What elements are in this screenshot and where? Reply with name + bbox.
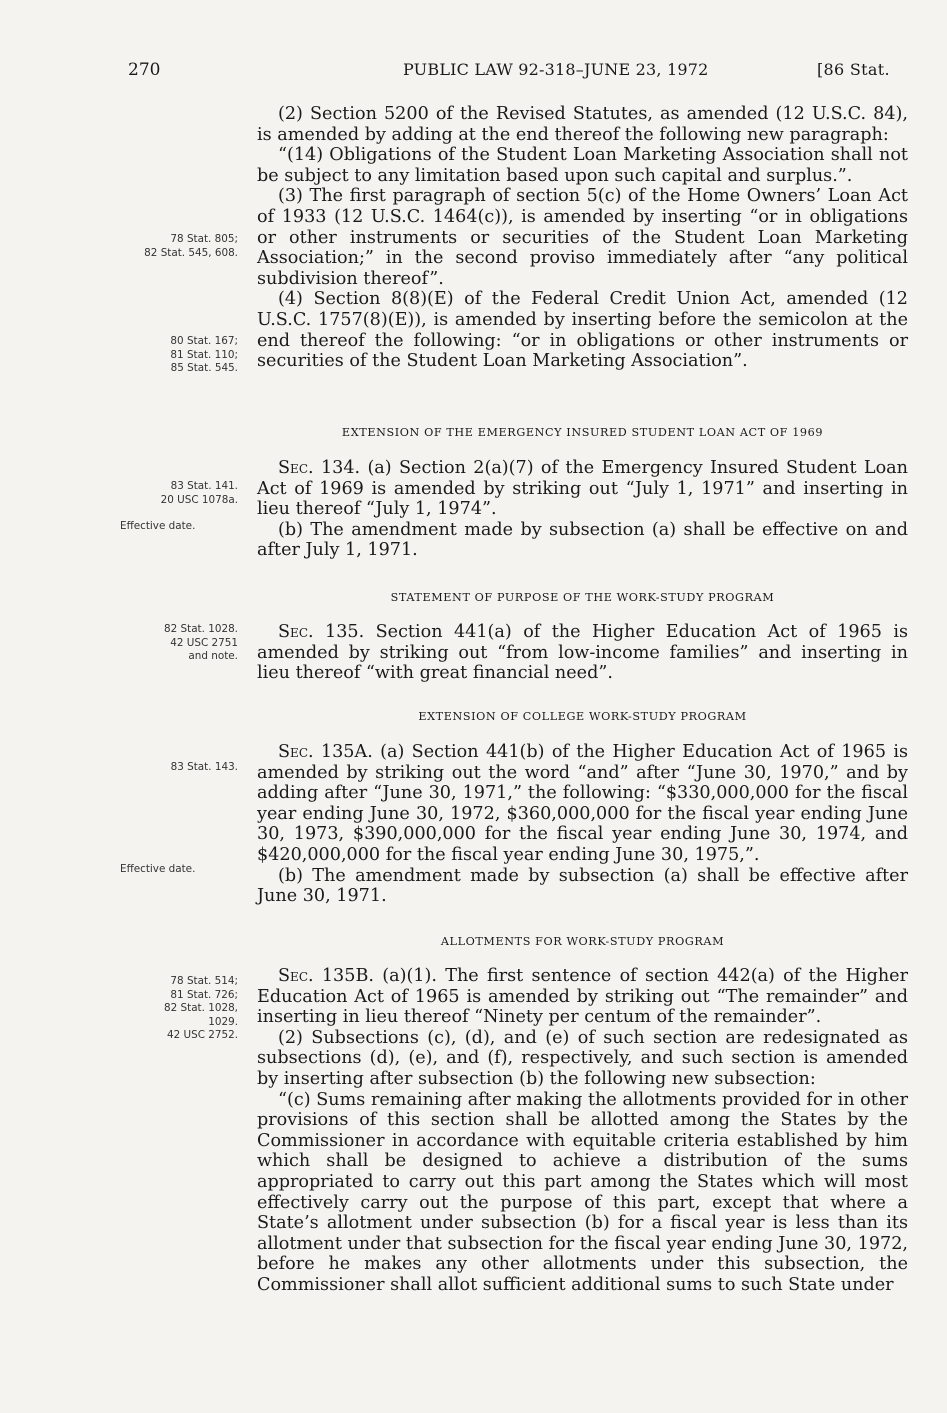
stat-reference: [86 Stat. bbox=[817, 60, 890, 79]
section-label: Sec. bbox=[278, 622, 314, 642]
margin-note-5: 83 Stat. 143. bbox=[170, 761, 238, 773]
paragraph: “(c) Sums remaining after making the allotments provided for in other provisions of this section shall be allotted among the States by the Commissioner in accordance with equitable criteria established by him which shall be designed to achieve a distribution of the sums appropriated to carry out this part among the States which will most effectively carry out the purpose of this part, except that where a State’s allotment under subsection (b) for a fiscal year is less than its allotment under that subsection for the fiscal year ending June 30, 1972, before he makes any other allotments under this subsection, the Commissioner shall allot sufficient additional sums to such State under bbox=[257, 1089, 908, 1295]
paragraph: (b) The amendment made by subsection (a) shall be effective on and after July 1, 1971. bbox=[257, 519, 908, 561]
section-label: Sec. bbox=[278, 458, 314, 478]
margin-note-effective-date-1: Effective date. bbox=[120, 520, 196, 532]
margin-note-3: 83 Stat. 141. 20 USC 1078a. bbox=[160, 480, 238, 506]
section-134 bbox=[257, 458, 908, 561]
margin-note-1: 78 Stat. 805; 82 Stat. 545, 608. bbox=[144, 233, 238, 259]
paragraph: (4) Section 8(8)(E) of the Federal Credit Union Act, amended (12 U.S.C. 1757(8)(E)), is amended by inserting before the semicolon at the end thereof the following: “or in obligations or other instruments or securities of the Student Loan Marketing Association”. bbox=[257, 289, 908, 372]
section-135a bbox=[257, 742, 908, 907]
section-135b bbox=[257, 966, 908, 1296]
section-heading: STATEMENT OF PURPOSE OF THE WORK-STUDY PROGRAM bbox=[390, 591, 775, 604]
margin-note-2: 80 Stat. 167; 81 Stat. 110; 85 Stat. 545. bbox=[170, 335, 238, 375]
section-135 bbox=[257, 622, 908, 684]
paragraph: “(14) Obligations of the Student Loan Marketing Association shall not be subject to any limitation based upon such capital and surplus.”. bbox=[257, 145, 908, 186]
section-label: Sec. bbox=[278, 742, 314, 762]
section-heading: EXTENSION OF COLLEGE WORK-STUDY PROGRAM bbox=[418, 710, 747, 723]
page-number: 270 bbox=[128, 60, 161, 80]
margin-note-4: 82 Stat. 1028. 42 USC 2751 and note. bbox=[164, 623, 238, 663]
page-header bbox=[0, 60, 947, 86]
paragraph: (3) The first paragraph of section 5(c) of the Home Owners’ Loan Act of 1933 (12 U.S.C. 1464(c)), is amended by inserting “or in obligations or other instruments or securities of the Student Loan Marketing Association;” in the second proviso immediately after “any political subdivision thereof”. bbox=[257, 186, 908, 289]
margin-note-6: 78 Stat. 514; 81 Stat. 726; 82 Stat. 1028, 1029. 42 USC 2752. bbox=[164, 975, 238, 1042]
section-133-continuation bbox=[257, 104, 908, 372]
paragraph: Sec. 135A. (a) Section 441(b) of the Higher Education Act of 1965 is amended by striking out the word “and” after “June 30, 1970,” and by adding after “June 30, 1971,” the following: “$330,000,000 for the fiscal year ending June 30, 1972, $360,000,000 for the fiscal year ending June 30, 1973, $390,000,000 for the fiscal year ending June 30, 1974, and $420,000,000 for the fiscal year ending June 30, 1975,”. bbox=[257, 742, 908, 865]
section-heading: EXTENSION OF THE EMERGENCY INSURED STUDENT LOAN ACT OF 1969 bbox=[341, 426, 824, 439]
paragraph: (b) The amendment made by subsection (a) shall be effective after June 30, 1971. bbox=[257, 865, 908, 907]
paragraph: (2) Section 5200 of the Revised Statutes, as amended (12 U.S.C. 84), is amended by adding at the end thereof the following new paragraph: bbox=[257, 104, 908, 145]
running-head: PUBLIC LAW 92-318–JUNE 23, 1972 bbox=[403, 60, 709, 79]
section-label: Sec. bbox=[278, 966, 314, 986]
paragraph: (2) Subsections (c), (d), and (e) of such section are redesignated as subsections (d), (e), and (f), respectively, and such section is amended by inserting after subsection (b) the following new subsection: bbox=[257, 1027, 908, 1089]
margin-note-effective-date-2: Effective date. bbox=[120, 863, 196, 875]
paragraph: Sec. 134. (a) Section 2(a)(7) of the Emergency Insured Student Loan Act of 1969 is amended by striking out “July 1, 1971” and inserting in lieu thereof “July 1, 1974”. bbox=[257, 458, 908, 520]
paragraph: Sec. 135. Section 441(a) of the Higher Education Act of 1965 is amended by striking out “from low-income families” and inserting in lieu thereof “with great financial need”. bbox=[257, 622, 908, 684]
paragraph: Sec. 135B. (a)(1). The first sentence of section 442(a) of the Higher Education Act of 1965 is amended by striking out “The remainder” and inserting in lieu thereof “Ninety per centum of the remainder”. bbox=[257, 966, 909, 1028]
section-heading: ALLOTMENTS FOR WORK-STUDY PROGRAM bbox=[440, 935, 725, 948]
